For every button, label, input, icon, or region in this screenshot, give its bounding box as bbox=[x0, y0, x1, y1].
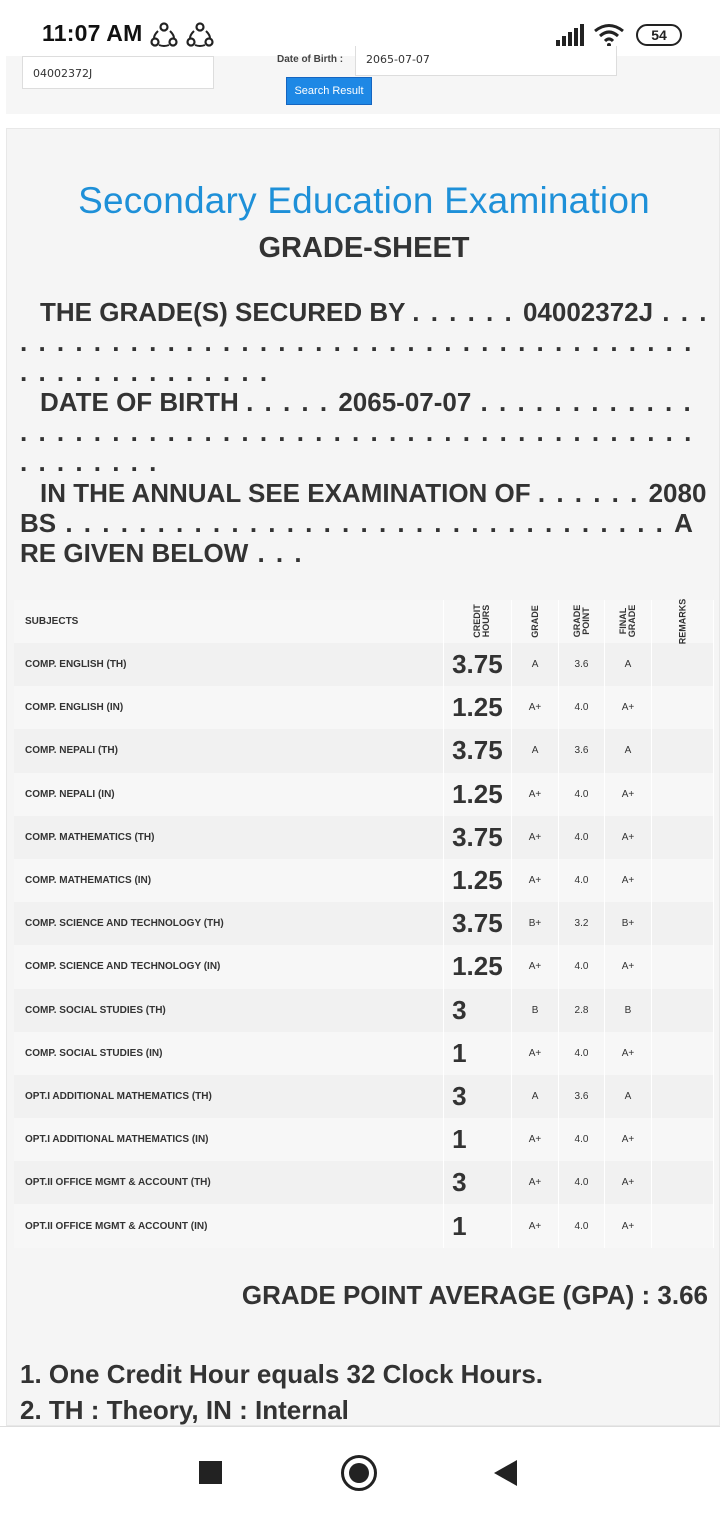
wifi-icon bbox=[594, 23, 624, 47]
search-result-button[interactable]: Search Result bbox=[286, 77, 372, 105]
exam-line-label: IN THE ANNUAL SEE EXAMINATION OF bbox=[40, 478, 531, 508]
exam-line: IN THE ANNUAL SEE EXAMINATION OF . . . . . . 2080 BS . . . . . . . . . . . . . . . . . . . . . . . . . . . . . . . . . ARE GIVEN BELOW . . . bbox=[20, 478, 707, 568]
secured-by-value: 04002372J bbox=[522, 297, 654, 327]
dob-input[interactable]: 2065-07-07 bbox=[355, 46, 617, 76]
grade-table-header bbox=[14, 600, 714, 643]
back-icon[interactable] bbox=[494, 1460, 517, 1486]
signal-icon bbox=[556, 24, 586, 46]
note-item: 2. TH : Theory, IN : Internal bbox=[20, 1395, 349, 1425]
note-item: 1. One Credit Hour equals 32 Clock Hours. bbox=[20, 1359, 544, 1389]
recents-icon[interactable] bbox=[199, 1461, 222, 1484]
sheet-title: GRADE-SHEET bbox=[258, 232, 470, 264]
exam-title: Secondary Education Examination bbox=[78, 180, 650, 221]
col-subjects: SUBJECTS bbox=[14, 600, 444, 643]
table-row: OPT.I ADDITIONAL MATHEMATICS (IN) 1 A+ 4.0 A+ bbox=[14, 1118, 714, 1161]
notes bbox=[20, 1356, 543, 1428]
table-row: OPT.I ADDITIONAL MATHEMATICS (TH) 3 A 3.6 A bbox=[14, 1075, 714, 1118]
gpa-label: GRADE POINT AVERAGE (GPA) : bbox=[241, 1280, 651, 1310]
table-row: COMP. SCIENCE AND TECHNOLOGY (IN) 1.25 A+ 4.0 A+ bbox=[14, 945, 714, 988]
secured-by-label: THE GRADE(S) SECURED BY bbox=[40, 297, 406, 327]
given-below-text: ARE GIVEN BELOW bbox=[20, 508, 693, 568]
table-row: COMP. NEPALI (TH) 3.75 A 3.6 A bbox=[14, 729, 714, 772]
gpa-value: 3.66 bbox=[657, 1280, 708, 1310]
battery-level: 54 bbox=[651, 27, 667, 43]
gpa-line bbox=[242, 1280, 708, 1311]
table-row: COMP. MATHEMATICS (TH) 3.75 A+ 4.0 A+ bbox=[14, 816, 714, 859]
dob-line-value: 2065-07-07 bbox=[338, 387, 472, 417]
battery-icon bbox=[636, 24, 682, 46]
table-row: OPT.II OFFICE MGMT & ACCOUNT (IN) 1 A+ 4.0 A+ bbox=[14, 1204, 714, 1247]
home-icon[interactable] bbox=[341, 1455, 377, 1491]
dob-line-label: DATE OF BIRTH bbox=[40, 387, 239, 417]
dob-line: DATE OF BIRTH . . . . . 2065-07-07 . . . . . . . . . . . . . . . . . . . . . . . . . . . . . . . . . . . . . . . . . . . . . . . . . . . . . . . . . bbox=[20, 387, 694, 477]
col-grade-point: GRADE POINT bbox=[559, 600, 605, 643]
grade-table bbox=[14, 600, 714, 1248]
col-final-grade: FINAL GRADE bbox=[605, 600, 652, 643]
dob-field-label: Date of Birth : bbox=[277, 54, 344, 65]
col-grade: GRADE bbox=[512, 600, 559, 643]
exam-line-value: 2080 BS bbox=[20, 478, 707, 538]
table-row: OPT.II OFFICE MGMT & ACCOUNT (TH) 3 A+ 4.0 A+ bbox=[14, 1161, 714, 1204]
sync-icon bbox=[186, 22, 214, 48]
status-time: 11:07 AM bbox=[42, 20, 143, 46]
secured-by-line: THE GRADE(S) SECURED BY . . . . . . 04002372J . . . . . . . . . . . . . . . . . . . . . . . . . . . . . . . . . . . . . . . . . . . . . . . . . . . . . . bbox=[20, 297, 709, 387]
table-row: COMP. SOCIAL STUDIES (IN) 1 A+ 4.0 A+ bbox=[14, 1032, 714, 1075]
table-row: COMP. ENGLISH (IN) 1.25 A+ 4.0 A+ bbox=[14, 686, 714, 729]
table-row: COMP. SCIENCE AND TECHNOLOGY (TH) 3.75 B+ 3.2 B+ bbox=[14, 902, 714, 945]
table-row: COMP. ENGLISH (TH) 3.75 A 3.6 A bbox=[14, 643, 714, 686]
symbol-number-input[interactable]: 04002372J bbox=[22, 56, 214, 89]
col-remarks: REMARKS bbox=[651, 600, 713, 643]
table-row: COMP. NEPALI (IN) 1.25 A+ 4.0 A+ bbox=[14, 773, 714, 816]
col-credit-hours: CREDIT HOURS bbox=[444, 600, 512, 643]
sync-icon bbox=[150, 22, 178, 48]
table-row: COMP. MATHEMATICS (IN) 1.25 A+ 4.0 A+ bbox=[14, 859, 714, 902]
navigation-bar bbox=[0, 1426, 720, 1520]
table-row: COMP. SOCIAL STUDIES (TH) 3 B 2.8 B bbox=[14, 989, 714, 1032]
